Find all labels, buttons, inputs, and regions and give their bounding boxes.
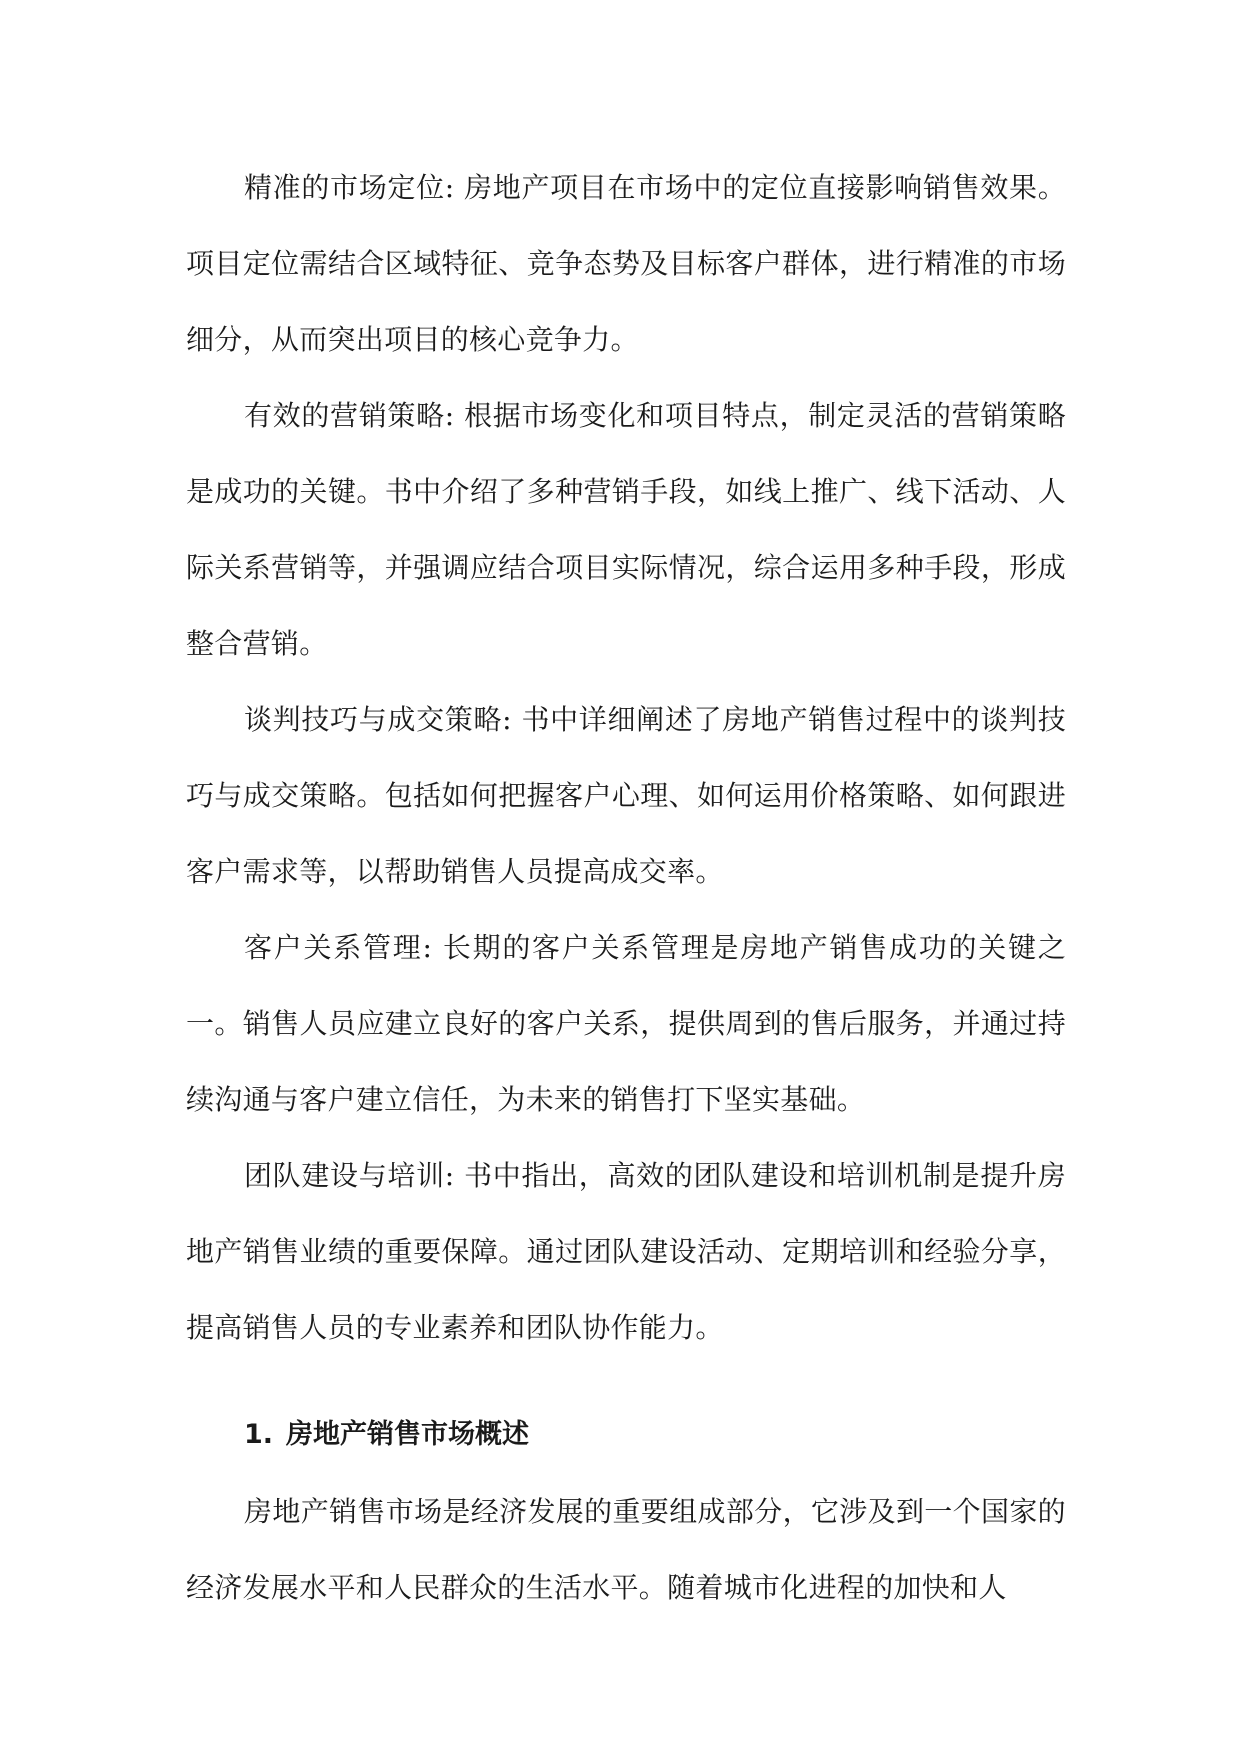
paragraph-customer-relationship: 客户关系管理: 长期的客户关系管理是房地产销售成功的关键之一。销售人员应建立良好的客户关系，提供周到的售后服务，并通过持续沟通与客户建立信任，为未来的销售打下坚实基础。 [186,931,1066,1116]
paragraph-negotiation-skills: 谈判技巧与成交策略: 书中详细阐述了房地产销售过程中的谈判技巧与成交策略。包括如何把握客户心理、如何运用价格策略、如何跟进客户需求等，以帮助销售人员提高成交率。 [186,703,1066,888]
section-heading [186,1396,1066,1474]
paragraph-marketing-strategy: 有效的营销策略: 根据市场变化和项目特点，制定灵活的营销策略是成功的关键。书中介绍了多种营销手段，如线上推广、线下活动、人际关系营销等，并强调应结合项目实际情况，综合运用多种手段，形成整合营销。 [186,399,1066,660]
document-body [186,150,1066,1626]
paragraph-market-overview: 房地产销售市场是经济发展的重要组成部分，它涉及到一个国家的经济发展水平和人民群众的生活水平。随着城市化进程的加快和人 [186,1495,1066,1604]
paragraph-team-building: 团队建设与培训: 书中指出，高效的团队建设和培训机制是提升房地产销售业绩的重要保障。通过团队建设活动、定期培训和经验分享，提高销售人员的专业素养和团队协作能力。 [186,1159,1066,1344]
section-title: 房地产销售市场概述 [286,1419,529,1450]
section-number: 1. [244,1419,274,1450]
paragraph-market-positioning: 精准的市场定位: 房地产项目在市场中的定位直接影响销售效果。项目定位需结合区域特征、竞争态势及目标客户群体，进行精准的市场细分，从而突出项目的核心竞争力。 [186,171,1066,356]
